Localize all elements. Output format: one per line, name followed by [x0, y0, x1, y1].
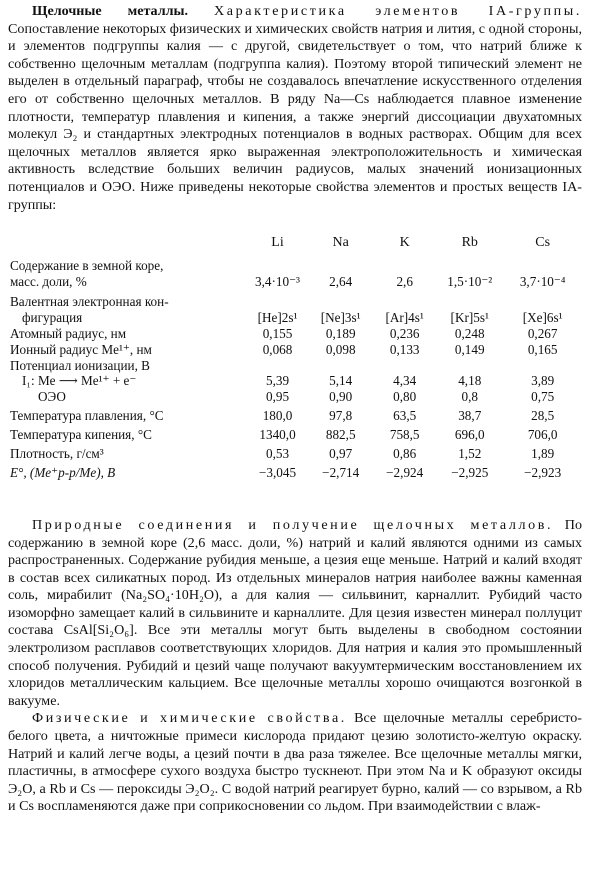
table-cell: [Ar]4s¹ [385, 309, 424, 325]
table-cell: 0,267 [527, 325, 558, 341]
table-cell: 706,0 [527, 427, 558, 443]
table-row [10, 258, 582, 290]
row-label: ОЭО [38, 389, 66, 405]
table-cell: 63,5 [393, 408, 417, 424]
table-row [10, 405, 582, 424]
column-header: Li [271, 235, 284, 251]
table-cell: 4,18 [458, 373, 482, 389]
table-cell: 0,155 [262, 325, 293, 341]
table-cell: 2,64 [329, 274, 353, 290]
table-cell: 0,8 [461, 389, 478, 405]
row-label: Температура плавления, °С [10, 408, 164, 424]
table-cell: 5,39 [265, 373, 290, 389]
table-cell: [Kr]5s¹ [450, 309, 489, 325]
table-cell: 882,5 [325, 427, 356, 443]
row-label: E°, (Me⁺p-p/Me), В [10, 465, 116, 480]
table-cell: 180,0 [262, 408, 293, 424]
column-header: Na [332, 235, 349, 251]
properties-table [10, 228, 582, 481]
table-cell: 5,14 [329, 373, 353, 389]
table-cell: 0,133 [389, 341, 420, 357]
column-header: Cs [535, 235, 551, 251]
table-cell: 0,165 [527, 341, 558, 357]
natural-paragraph [8, 517, 582, 711]
table-cell: 0,068 [262, 341, 293, 357]
row-label: Температура кипения, °С [10, 427, 152, 443]
section-subheading: Физические и химические свойства. [32, 710, 347, 727]
table-cell: 0,95 [265, 389, 290, 405]
table-cell: −2,923 [524, 465, 562, 480]
document-page [8, 3, 582, 816]
row-label: Содержание в земной коре, масс. доли, % [10, 258, 164, 290]
table-cell: 0,098 [325, 341, 356, 357]
table-cell: 28,5 [531, 408, 555, 424]
section-subheading: Природные соединения и получение щелочных металлов. [32, 516, 554, 533]
table-cell: 1,89 [531, 446, 555, 462]
section-subheading: Характеристика элементов IA-группы. [214, 3, 582, 19]
table-cell: 1340,0 [259, 427, 296, 443]
table-row [10, 443, 582, 462]
section-heading: Щелочные металлы. [32, 3, 189, 19]
table-cell: 97,8 [329, 408, 353, 424]
table-cell: 0,189 [325, 325, 356, 341]
table-cell: −2,924 [386, 465, 424, 480]
physical-paragraph [8, 710, 582, 816]
table-cell: 0,149 [454, 341, 485, 357]
row-label: Ионный радиус Me¹⁺, нм [10, 341, 152, 357]
table-cell: [He]2s¹ [257, 309, 298, 325]
table-cell: 0,236 [389, 325, 420, 341]
intro-text: Сопоставление некоторых физических и химических свойств натрия и лития, с одной стороны, и элементов подгруппы калия — с другой, свидетельствует о том, что натрий ближе к собственно щелочным металлам (подгруппа калия). Поэтому второй типический элемент не выделен в отдельный параграф, чтобы не создавалось впечатление искусственного отделения его от собственно щелочных металлов. В ряду Na—Cs наблюдается плавное изменение плотности, температур плавления и кипения, а также энергий диссоциации двухатомных молекул Э₂ и стандартных электродных потенциалов в водных растворах. Общим для всех щелочных металлов является ярко выраженная электроположительность и химическая активность вследствие больших величин радиусов, малых значений ионизационных потенциалов и ОЭО. Ниже приведены некоторые свойства элементов и простых веществ IA-группы: [8, 20, 582, 213]
natural-text: По содержанию в земной коре (2,6 масс. доли, %) натрий и калий являются одними из самых распространенных. Содержание рубидия меньше, а цезия еще меньше. Натрий и калий входят в состав всех силикатных пород. Из отдельных минералов натрия наиболее важны каменная соль, мирабилит (Na₂SO₄·10H₂O), а для калия — сильвинит, карналлит. Рубидий часто изоморфно замещает калий в сильвините и карналлите. Для цезия известен минерал поллуцит состава CsAl[Si₂O₆]. Все эти металлы могут быть выделены в свободном состоянии электролизом расплавов соответствующих хлоридов. Для натрия и калия это промышленный способ получения. Рубидий и цезий чаще получают вакуумтермическим восстановлением их хлоридов металлическим кальцием. Все щелочные металлы хорошо очищаются возгонкой в вакууме. [8, 516, 582, 709]
table-cell: −2,925 [451, 465, 489, 480]
table-row [10, 326, 582, 342]
table-cell: 0,86 [393, 446, 417, 462]
table-cell: 38,7 [458, 408, 482, 424]
table-row [10, 424, 582, 443]
table-cell: 758,5 [389, 427, 420, 443]
table-cell: −3,045 [258, 465, 297, 480]
table-cell: 0,80 [393, 389, 417, 405]
table-row [10, 358, 582, 390]
header-corner [10, 228, 247, 258]
table-cell: 3,4·10⁻³ [255, 274, 301, 290]
row-label: Потенциал ионизации, В I₁: Me ⟶ Me¹⁺ + e⁻ [10, 357, 150, 389]
table-cell: −2,714 [322, 465, 360, 480]
intro-paragraph [8, 3, 582, 214]
table-cell: 3,89 [531, 373, 555, 389]
table-cell: [Ne]3s¹ [320, 309, 361, 325]
table-row [10, 342, 582, 358]
physical-text: Все щелочные металлы серебристо-белого цвета, а ничтожные примеси кислорода придают цезию золотисто-желтую окраску. Натрий и калий легче воды, а цезий почти в два раза тяжелее. Все щелочные металлы мягки, пластичны, в атмосфере сухого воздуха быстро тускнеют. При этом Na и K образуют оксиды Э₂O, а Rb и Cs — пероксиды Э₂O₂. С водой натрий реагирует бурно, калий — со взрывом, а Rb и Cs воспламеняются даже при соприкосновении со льдом. При взаимодействии с влаж- [8, 710, 582, 815]
row-label: Валентная электронная кон- фигурация [10, 293, 169, 325]
table-row [10, 389, 582, 405]
table-cell: 1,5·10⁻² [447, 274, 493, 290]
table-cell: [Xe]6s¹ [522, 309, 563, 325]
table-cell: 696,0 [454, 427, 485, 443]
column-header: Rb [461, 235, 478, 251]
table-row [10, 462, 582, 481]
table-row [10, 290, 582, 326]
table-cell: 0,248 [454, 325, 485, 341]
table-cell: 0,90 [329, 389, 353, 405]
table-cell: 4,34 [393, 373, 417, 389]
table-cell: 0,75 [531, 389, 555, 405]
table-cell: 0,53 [265, 446, 290, 462]
table-header-row [10, 228, 582, 258]
column-header: K [399, 235, 410, 251]
row-label: Атомный радиус, нм [10, 325, 127, 341]
table-cell: 0,97 [329, 446, 353, 462]
table-cell: 3,7·10⁻⁴ [519, 274, 566, 290]
table-cell: 2,6 [396, 274, 413, 290]
table-cell: 1,52 [458, 446, 482, 462]
row-label: Плотность, г/см³ [10, 446, 104, 462]
